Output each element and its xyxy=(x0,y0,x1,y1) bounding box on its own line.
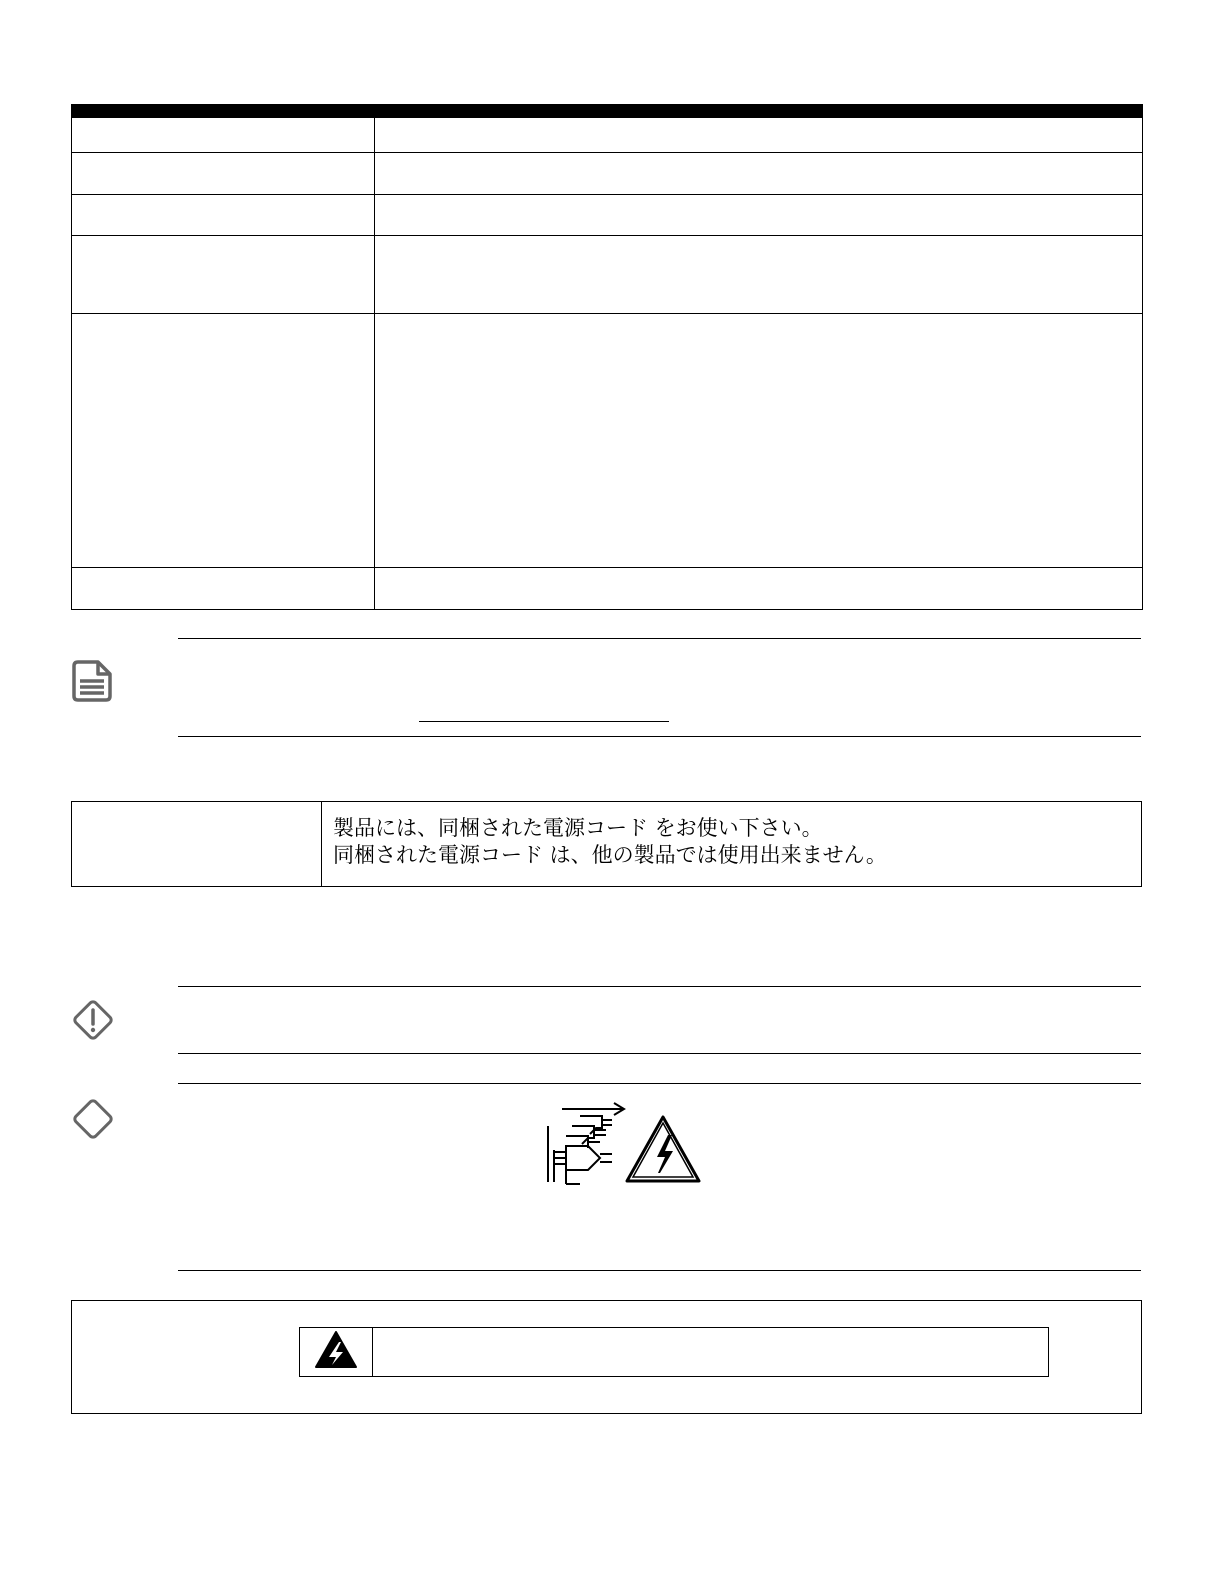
row-value xyxy=(375,314,1143,568)
table-header-bar xyxy=(72,105,1143,118)
row-label xyxy=(72,153,375,195)
table-row xyxy=(72,314,1143,568)
table-row xyxy=(72,195,1143,236)
notice-text-cell xyxy=(322,802,1141,886)
row-value xyxy=(375,153,1143,195)
note-document-icon xyxy=(70,658,116,704)
electric-shock-hazard-icon xyxy=(623,1113,703,1187)
row-value xyxy=(375,195,1143,236)
notice-line-1: 製品には、同梱された電源コード をお使い下さい。 xyxy=(333,816,823,840)
high-voltage-warning-icon xyxy=(314,1330,358,1374)
row-label xyxy=(72,568,375,610)
table-row xyxy=(72,118,1143,153)
row-label xyxy=(72,314,375,568)
note-top-rule xyxy=(178,638,1141,639)
row-label xyxy=(72,236,375,314)
notice-line-2: 同梱された電源コード は、他の製品では使用出来ません。 xyxy=(333,843,887,867)
row-label xyxy=(72,195,375,236)
warning-box xyxy=(71,1300,1142,1414)
row-value xyxy=(375,568,1143,610)
spec-table xyxy=(71,104,1143,610)
caution-bottom-rule xyxy=(178,1270,1141,1271)
exclamation-diamond-icon xyxy=(70,997,116,1043)
table-row xyxy=(72,236,1143,314)
caution-top-rule xyxy=(178,1083,1141,1084)
row-value xyxy=(375,236,1143,314)
important-bottom-rule xyxy=(178,1053,1141,1054)
warning-inner-table xyxy=(299,1327,1049,1377)
power-cord-notice-table xyxy=(71,801,1142,887)
warning-text xyxy=(373,1328,1048,1376)
table-row xyxy=(72,568,1143,610)
disconnect-all-power-cords-icon xyxy=(544,1100,628,1190)
warning-icon-cell xyxy=(300,1328,373,1376)
table-row xyxy=(72,153,1143,195)
row-label xyxy=(72,118,375,153)
note-bottom-rule xyxy=(178,736,1141,737)
important-top-rule xyxy=(178,986,1141,987)
row-value xyxy=(375,118,1143,153)
note-link[interactable] xyxy=(419,706,669,722)
notice-label-cell xyxy=(72,802,322,886)
diamond-icon xyxy=(70,1096,116,1142)
